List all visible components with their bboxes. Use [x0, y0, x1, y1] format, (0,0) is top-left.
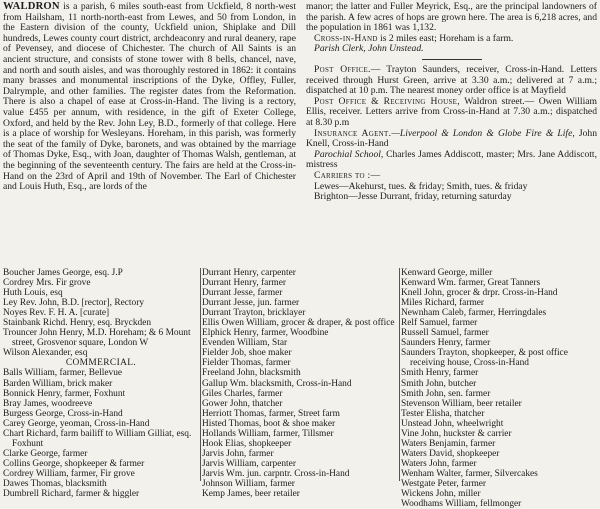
parish-clerk-label: Parish Clerk,: [314, 43, 366, 55]
section-divider: [422, 59, 482, 60]
receiving-house-text: Waldron street.— Owen William Ellis, receiver. Letters arrive from Cross-in-Hand at 7.30 a.m.; dispatched at 8.30 p.m: [306, 95, 597, 128]
list-item: Wilson Alexander, esq: [3, 348, 88, 359]
list-item: Ley Rev. John, B.D. [rector], Rectory: [3, 298, 145, 309]
list-item: Huth Louis, esq: [3, 288, 63, 299]
list-item: Giles Charles, farmer: [202, 388, 283, 399]
cross-in-hand-label: Cross-in-Hand: [314, 32, 378, 44]
post-office-entry: [306, 65, 597, 97]
post-office-label: Post Office.: [314, 63, 371, 75]
parish-description: [3, 2, 597, 268]
list-item: Smith Henry, farmer: [401, 368, 479, 379]
list-item: Durrant Jesse, jun. farmer: [202, 298, 300, 309]
list-item: Durrant Trayton, bricklayer: [202, 308, 306, 319]
list-item: Waters David, shopkeeper: [401, 448, 500, 459]
list-item: Elphick Henry, farmer, Woodbine: [202, 328, 329, 339]
list-item: Stevenson William, beer retailer: [401, 398, 522, 409]
commercial-heading: COMMERCIAL.: [65, 358, 137, 369]
list-item: Wenham Walter, farmer, Silvercakes: [401, 468, 538, 479]
list-item: Boucher James George, esq. J.P: [3, 268, 123, 278]
list-item: Hook Elias, shopkeeper: [202, 438, 292, 449]
list-item: Wickens John, miller: [401, 489, 481, 500]
list-item: Johnson William, farmer: [202, 478, 295, 489]
residents-column-2: [202, 268, 398, 499]
receiving-house-entry: [306, 97, 597, 129]
list-item: Waters John, farmer: [401, 458, 477, 469]
list-item: Fielder Thomas, farmer: [202, 358, 291, 369]
list-item: Newnham Caleb, farmer, Herringdales: [401, 308, 547, 319]
list-item: Dumbrell Richard, farmer & higgler: [3, 489, 140, 500]
list-item: Vine John, huckster & carrier: [401, 428, 512, 439]
description-column-right: [306, 2, 597, 203]
list-item: Miles Richard, farmer: [401, 298, 485, 309]
list-item: Evenden William, Star: [202, 338, 288, 349]
column-divider: [200, 268, 201, 481]
list-item: Woodhams William, fellmonger: [401, 499, 522, 509]
list-item: Relf Samuel, farmer: [401, 318, 478, 329]
receiving-house-label: Post Office & Receiving House,: [314, 95, 460, 107]
carriers-lewes: Lewes—Akehurst, tues. & friday; Smith, tues. & friday: [314, 180, 528, 192]
list-item: Durrant Henry, farmer: [202, 278, 286, 289]
list-item: Barden William, brick maker: [3, 378, 113, 389]
insurance-text: John Knell, Cross-in-Hand: [306, 127, 597, 150]
insurance-label: Insurance Agent.: [314, 127, 392, 139]
list-item: Gallup Wm. blacksmith, Cross-in-Hand: [202, 378, 352, 389]
intro-continued: manor; the latter and Fuller Meyrick, Esq., are the principal landowners of the parish. A few acres of hops are grown here. The area is 6,218 acres, and the population in 1861 was 1,132.: [306, 1, 597, 34]
residents-column-1: [3, 268, 199, 499]
list-item: Bray James, woodreeve: [3, 398, 93, 409]
list-item: Ellis Owen William, grocer & draper, & post office: [202, 318, 395, 329]
list-item: Fielder Job, shoe maker: [202, 348, 292, 359]
list-item: Collins George, shopkeeper & farmer: [3, 458, 145, 469]
list-item: Cordrey William, farmer, Fir grove: [3, 468, 135, 479]
list-item: Westgate Peter, farmer: [401, 478, 487, 489]
list-item: Saunders Trayton, shopkeeper, & post office receiving house, Cross-in-Hand: [401, 348, 568, 369]
school-label: Parochial School,: [314, 148, 384, 160]
carriers-label: Carriers to :—: [314, 169, 381, 181]
list-item: Herriott Thomas, farmer, Street farm: [202, 408, 340, 419]
school-text: Charles James Addiscott, master; Mrs. Jane Addiscott, mistress: [306, 148, 597, 171]
list-item: Saunders Henry, farmer: [401, 338, 491, 349]
post-office-text: — Trayton Saunders, receiver, Cross-in-Hand. Letters received through Hurst Green, arrive at 3.30 a.m.; delivered at 7 a.m.; dispatched at 10 p.m. The nearest money order office is at Mayfield: [306, 63, 597, 97]
school-entry: [306, 150, 597, 171]
list-item: Kenward Wm. farmer, Great Tanners: [401, 278, 541, 289]
list-item: Smith John, sen. farmer: [401, 388, 491, 399]
list-item: Freeland John, blacksmith: [202, 368, 301, 379]
list-item: Hollands William, farmer, Tillsmer: [202, 428, 334, 439]
list-item: Balls William, farmer, Bellevue: [3, 368, 123, 379]
list-item: Jarvis John, farmer: [202, 448, 274, 459]
list-item: Trouncer John Henry, M.D. Horeham; & 6 Mount street, Grosvenor square, London W: [3, 328, 191, 349]
residents-column-3: [401, 268, 597, 509]
cross-in-hand-text: is 2 miles east; Horeham is a farm.: [380, 32, 514, 44]
description-column-left: [3, 2, 296, 193]
list-item: Waters Benjamin, farmer: [401, 438, 496, 449]
list-item: Durrant Jesse, farmer: [202, 288, 283, 299]
column-divider: [399, 268, 400, 481]
insurance-firm: —Liverpool & London & Globe Fire & Life,: [391, 127, 575, 139]
list-item: Stainbank Richd. Henry, esq. Bryckden: [3, 318, 152, 329]
list-item: Russell Samuel, farmer: [401, 328, 489, 339]
list-item: Kenward George, miller: [401, 268, 493, 278]
list-item: Cordrey Mrs. Fir grove: [3, 278, 91, 289]
list-item: Jarvis William, carpenter: [202, 458, 296, 469]
list-item: Knell John, grocer & drpr. Cross-in-Hand: [401, 288, 558, 299]
list-item: Burgess George, Cross-in-Hand: [3, 408, 123, 419]
place-name: WALDRON: [3, 1, 60, 12]
carriers-brighton: Brighton—Jesse Durrant, friday, returning saturday: [314, 191, 512, 203]
list-item: Clarke George, farmer: [3, 448, 88, 459]
parish-clerk-name: John Unstead.: [368, 43, 424, 55]
list-item: Noyes Rev. F. H. A. [curate]: [3, 308, 110, 319]
list-item: Durrant Henry, carpenter: [202, 268, 296, 278]
list-item: Bonnick Henry, farmer, Foxhunt: [3, 388, 126, 399]
parish-clerk: [306, 44, 597, 55]
list-item: Unstead John, wheelwright: [401, 418, 504, 429]
list-item: Chart Richard, farm bailiff to William Gilliat, esq. Foxhunt: [3, 428, 192, 449]
list-item: Histed Thomas, boot & shoe maker: [202, 418, 336, 429]
parish-intro: [3, 2, 296, 193]
list-item: Kemp James, beer retailer: [202, 489, 300, 500]
list-item: Dawes Thomas, blacksmith: [3, 478, 107, 489]
list-item: Smith John, butcher: [401, 378, 477, 389]
insurance-entry: [306, 129, 597, 150]
residents-lists: [3, 268, 597, 509]
list-item: Carey George, yeoman, Cross-in-Hand: [3, 418, 150, 429]
intro-text: is a parish, 6 miles south-east from Uckfield, 8 north-west from Hailsham, 11 north-north-east from Lewes, and 50 from London, in the Eastern division of the county, Uckfield union, Shiplake and Dill hundreds, Lewes county court district, archdeaconry and rural deanery, rape of Pevensey, and diocese of Chichester. The church of All Saints is an ancient structure, and consists of stone tower with 8 bells, chancel, nave, and north and south aisles, and was thoroughly restored in 1862: it contains many brasses and monumental inscriptions of the Dyke, Offley, Fuller, Dalrymple, and other families. The register dates from the Reformation. There is also a chapel of ease at Cross-in-Hand. The living is a rectory, value £455 per annum, with residence, in the gift of Exeter College, Oxford, and held by the Rev. John Ley, B.D., formerly of that college. Here is a place of worship for Wesleyans. Horeham, in this parish, was formerly the seat of the family of Dyke, baronets, and was obtained by the marriage of Thomas Dyke, Esq., with Joan, daughter of Thomas Walsh, gentleman, at the beginning of the seventeenth century. The fairs are held at the Cross-in-Hand on the 23rd of April and 19th of November. The Earl of Chichester and Louis Huth, Esq., are lords of the: [3, 1, 296, 193]
list-item: Tester Elisha, thatcher: [401, 408, 485, 419]
list-item: Gower John, thatcher: [202, 398, 283, 409]
list-item: Jarvis Wm. jun. carpntr. Cross-in-Hand: [202, 468, 350, 479]
